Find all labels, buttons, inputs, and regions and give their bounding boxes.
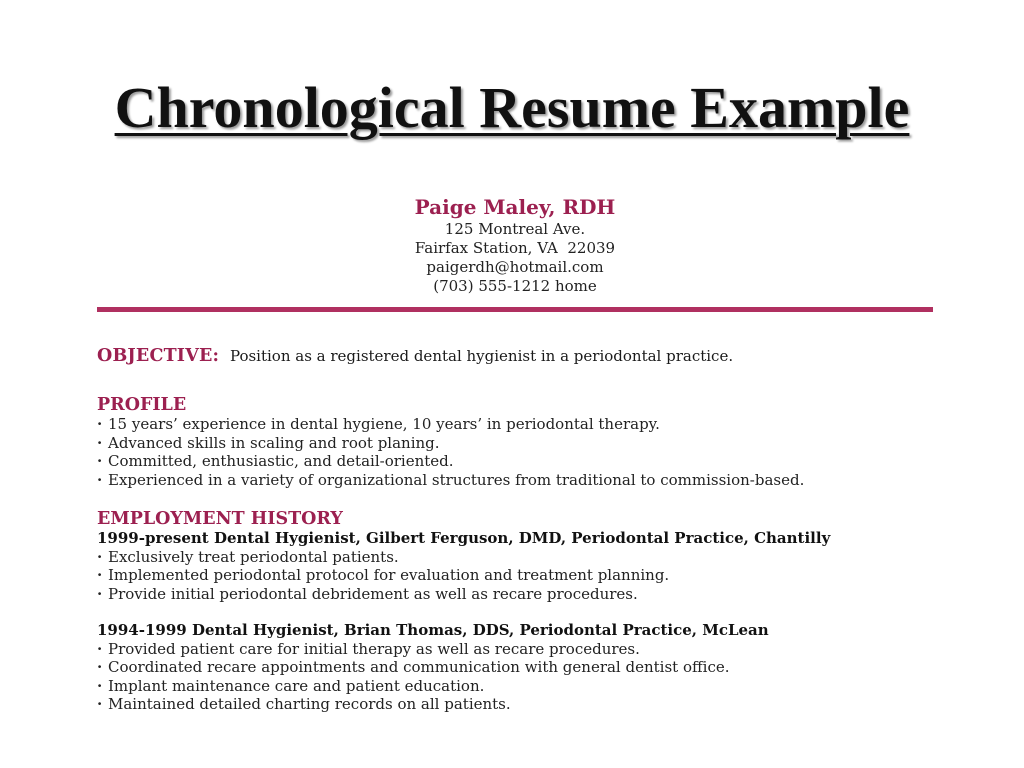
job-title: 1999-present Dental Hygienist, Gilbert Ferguson, DMD, Periodontal Practice, Chantilly bbox=[97, 529, 831, 547]
objective-label: OBJECTIVE: bbox=[97, 346, 220, 366]
list-item: · Coordinated recare appointments and communication with general dentist office. bbox=[97, 658, 937, 677]
resume-header bbox=[300, 194, 730, 296]
header-divider bbox=[97, 307, 933, 312]
profile-list bbox=[97, 415, 937, 489]
list-item: · Experienced in a variety of organizational structures from traditional to commission-based. bbox=[97, 471, 898, 490]
profile-section bbox=[97, 395, 937, 489]
list-item: · Provided patient care for initial therapy as well as recare procedures. bbox=[97, 640, 937, 659]
list-item: · 15 years’ experience in dental hygiene, 10 years’ in periodontal therapy. bbox=[97, 415, 937, 434]
list-item: · Advanced skills in scaling and root planing. bbox=[97, 434, 937, 453]
profile-heading: PROFILE bbox=[97, 395, 187, 415]
list-item: · Committed, enthusiastic, and detail-oriented. bbox=[97, 452, 937, 471]
objective-text: Position as a registered dental hygienist in a periodontal practice. bbox=[229, 347, 734, 365]
candidate-name: Paige Maley, RDH bbox=[414, 195, 616, 219]
phone: (703) 555-1212 home bbox=[433, 277, 597, 295]
list-item: · Provide initial periodontal debridement as well as recare procedures. bbox=[97, 585, 937, 604]
list-item: · Implant maintenance care and patient education. bbox=[97, 677, 937, 696]
list-item: · Maintained detailed charting records on all patients. bbox=[97, 695, 937, 714]
slide-title: Chronological Resume Example bbox=[114, 75, 910, 140]
address-line-2: Fairfax Station, VA 22039 bbox=[414, 239, 616, 257]
resume-body bbox=[97, 345, 937, 714]
job-duties bbox=[97, 640, 937, 714]
job-entry bbox=[97, 621, 937, 714]
email: paigerdh@hotmail.com bbox=[426, 258, 604, 276]
address-line-1: 125 Montreal Ave. bbox=[444, 220, 586, 238]
job-duties bbox=[97, 548, 937, 604]
job-title: 1994-1999 Dental Hygienist, Brian Thomas, DDS, Periodontal Practice, McLean bbox=[97, 621, 769, 639]
employment-section bbox=[97, 509, 937, 714]
list-item: · Exclusively treat periodontal patients. bbox=[97, 548, 937, 567]
objective-section bbox=[97, 345, 937, 367]
job-entry bbox=[97, 529, 937, 603]
employment-heading: EMPLOYMENT HISTORY bbox=[97, 509, 343, 529]
list-item: · Implemented periodontal protocol for evaluation and treatment planning. bbox=[97, 566, 937, 585]
